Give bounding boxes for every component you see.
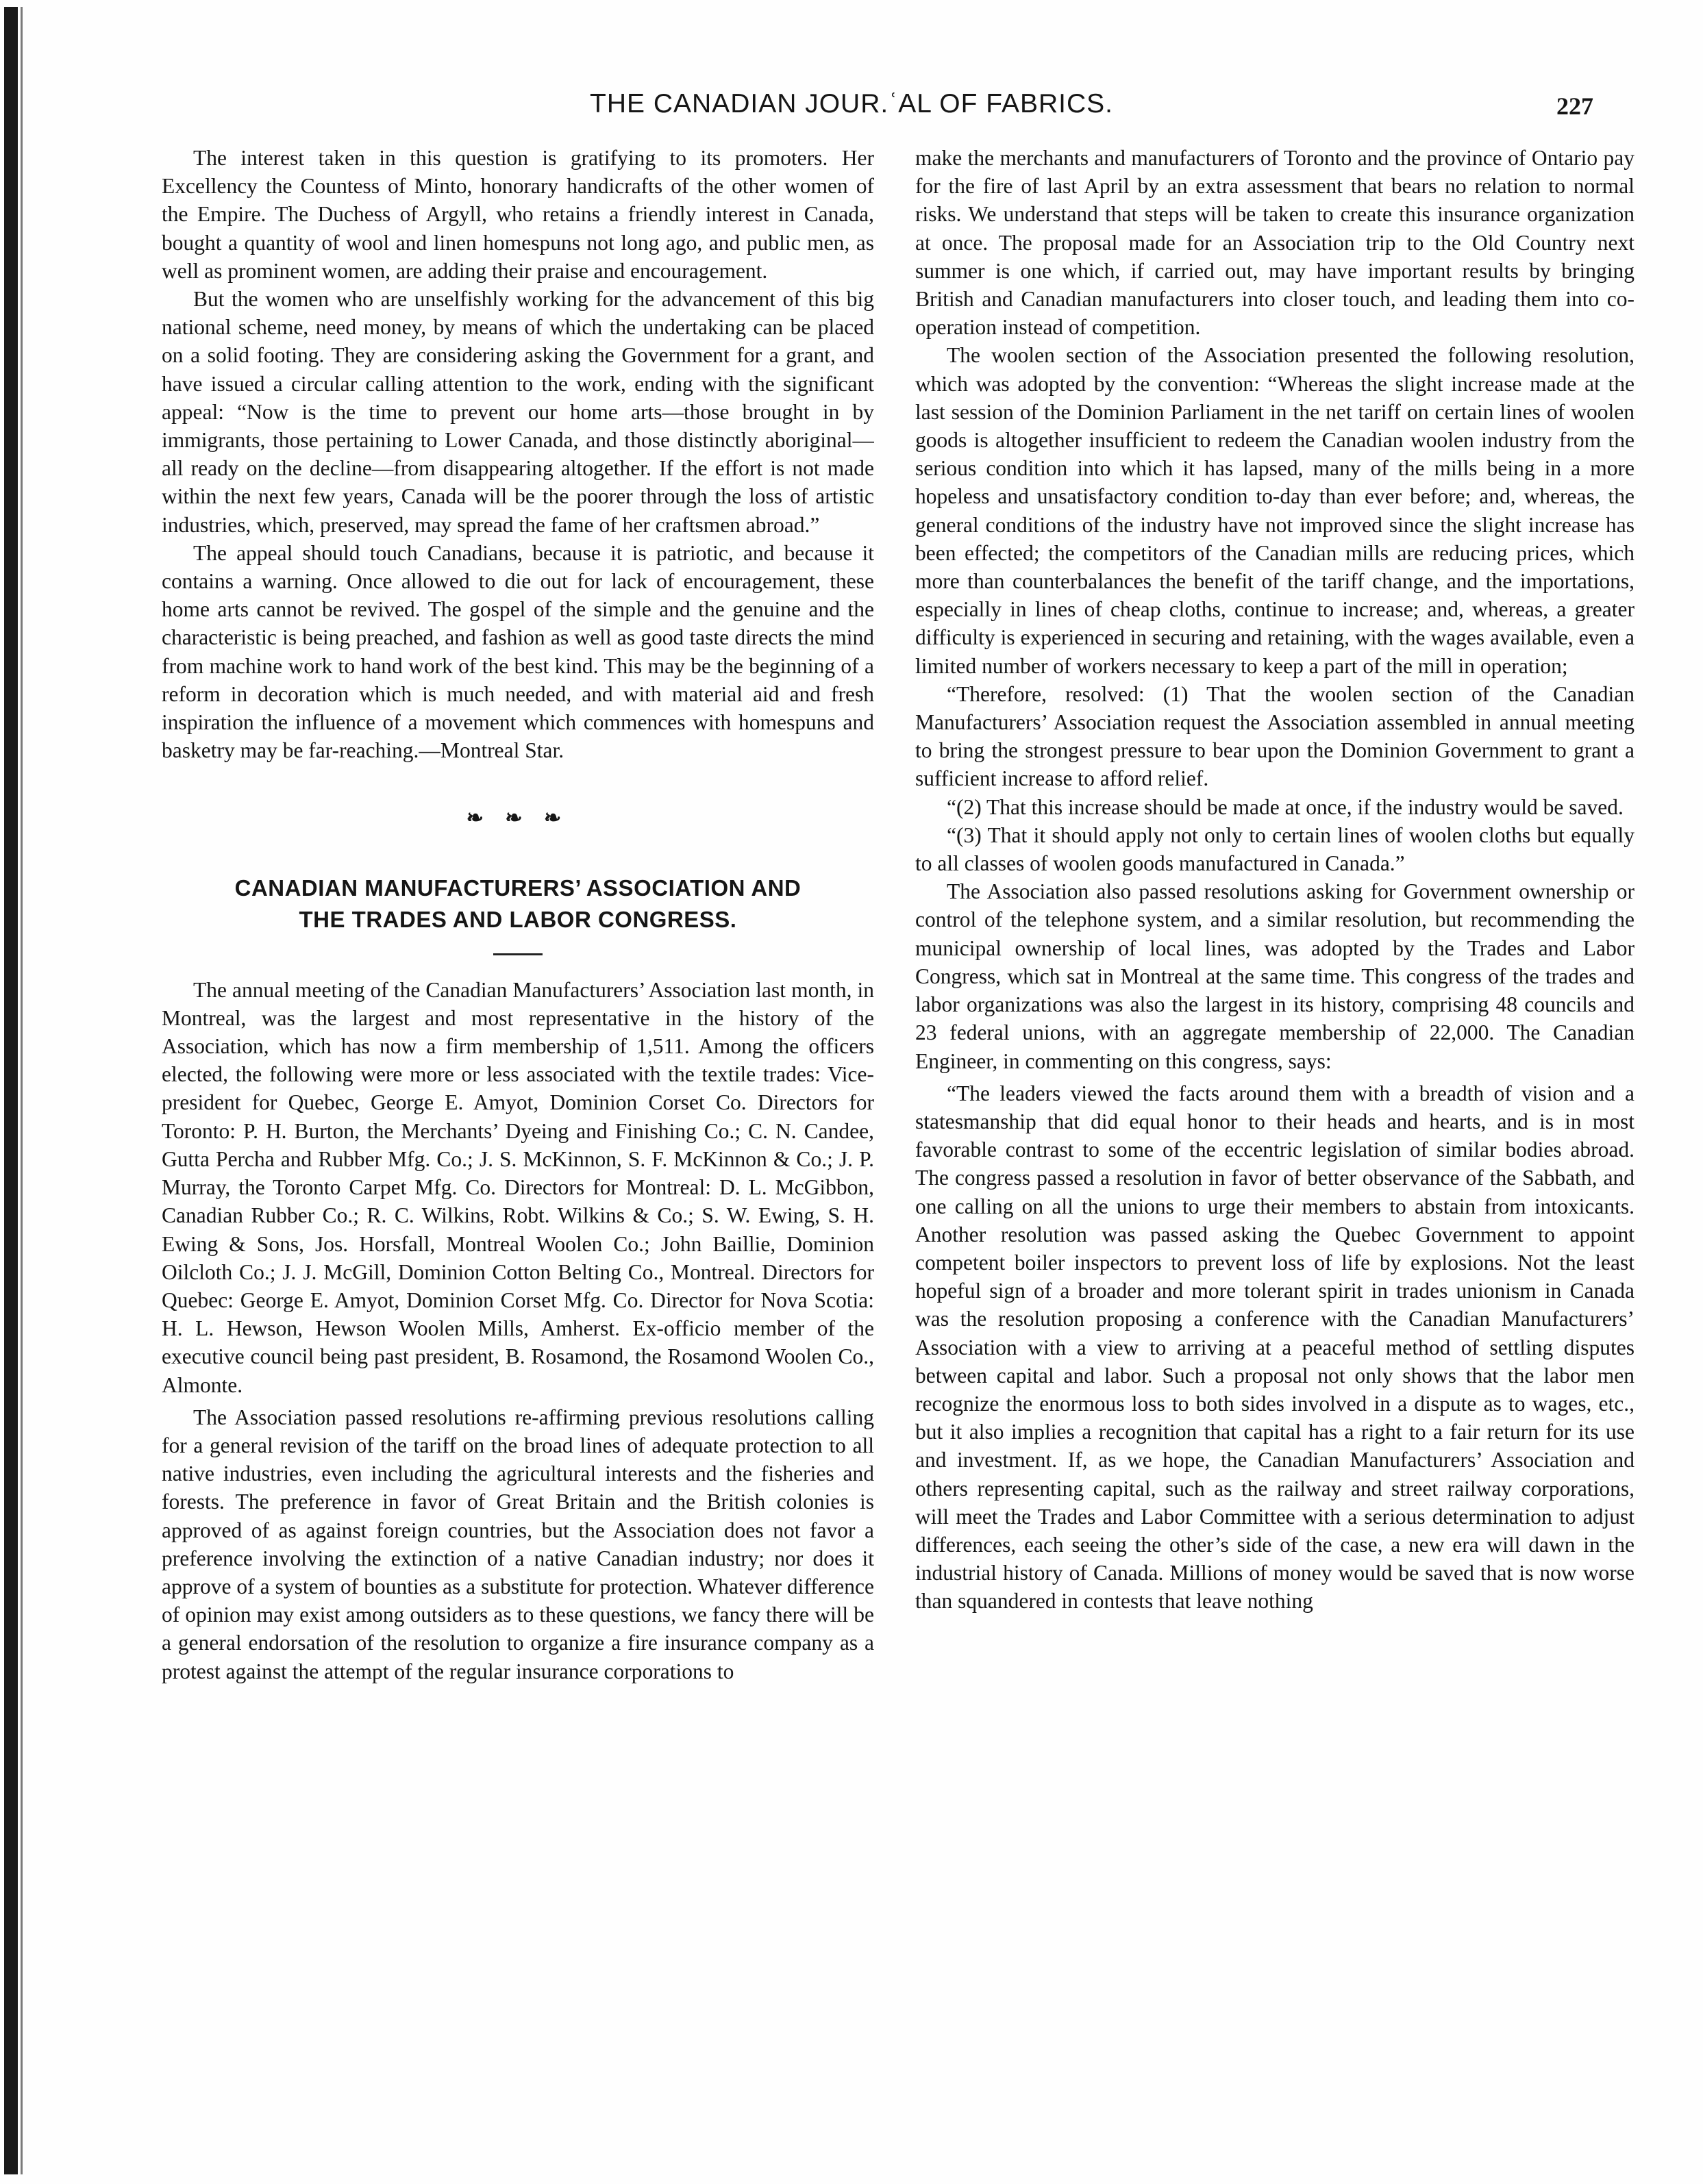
paragraph: “(3) That it should apply not only to certain lines of woolen cloths but equally to all classes of woolen goods manufactured in Canada.” <box>915 823 1634 876</box>
heading-rule <box>493 953 543 955</box>
binding-shadow <box>21 7 23 2174</box>
binding-edge <box>4 7 18 2174</box>
paragraph: The Association also passed resolutions asking for Government ownership or control of the telephone system, and a similar resolution, but recommending the municipal ownership of local lines, was adopted by the Trades and Labor Congress, which sat in Montreal at the same time. This congress of the trades and labor organizations was also the largest in its history, comprising 48 councils and 23 federal unions, with an aggregate membership of 22,000. The Canadian Engineer, in commenting on this congress, says: <box>915 879 1634 1073</box>
quoted-paragraph: “The leaders viewed the facts around them with a breadth of vision and a statesmanship that did equal honor to their heads and hearts, and is in most favorable contrast to some of the eccentric legislation of similar bodies abroad. The congress passed a resolution in favor of better observance of the Sabbath, and one calling on all the unions to urge their members to abstain from intoxicants. Another resolution was passed asking the Quebec Government to appoint competent boiler inspectors to prevent loss of life by explosions. Not the least hopeful sign of a broader and more tolerant spirit in trades unionism in Canada was the resolution proposing a conference with the Canadian Manufacturers’ Association with a view to arriving at a peaceful method of settling disputes between capital and labor. Such a proposal not only shows that the labor men recognize the enormous loss to both sides involved in a dispute as to wages, etc., but it also implies a recognition that capital has a right to a fair return for its use and investment. If, as we hope, the Canadian Manufacturers’ Association and others representing capital, such as the railway and street railway corporations, will meet the Trades and Labor Committee with a serious determination to adjust differences, each seeing the other’s side of the case, a new era will dawn in the industrial history of Canada. Millions of money would be saved that is now worse than squandered in contests that leave nothing <box>915 1081 1634 1614</box>
section-heading <box>162 873 874 936</box>
journal-title: THE CANADIAN JOUR.ʿAL OF FABRICS. <box>590 89 1113 118</box>
section-heading-line: CANADIAN MANUFACTURERS’ ASSOCIATION AND <box>234 875 801 901</box>
page-number: 227 <box>1556 92 1593 120</box>
paragraph: The annual meeting of the Canadian Manufacturers’ Association last month, in Montreal, was the largest and most representative in the history of the Association, which has now a firm membership of 1,511. Among the officers elected, the following were more or less associated with the textile trades: Vice-president for Quebec, George E. Amyot, Dominion Corset Co. Directors for Toronto: P. H. Burton, the Merchants’ Dyeing and Finishing Co.; C. N. Candee, Gutta Percha and Rubber Mfg. Co.; J. S. McKinnon, S. F. McKinnon & Co.; J. P. Murray, the Toronto Carpet Mfg. Co. Directors for Montreal: D. L. McGibbon, Canadian Rubber Co.; R. C. Wilkins, Robt. Wilkins & Co.; S. W. Ewing, S. H. Ewing & Sons, Jos. Horsfall, Montreal Woolen Co.; John Baillie, Dominion Oilcloth Co.; J. J. McGill, Dominion Cotton Belting Co., Montreal. Directors for Quebec: George E. Amyot, Dominion Corset Mfg. Co. Director for Nova Scotia: H. L. Hewson, Hewson Woolen Mills, Amherst. Ex-officio member of the executive council being past president, B. Rosamond, the Rosamond Woolen Co., Almonte. <box>162 977 874 1397</box>
paragraph: “(2) That this increase should be made at once, if the industry would be saved. <box>947 794 1624 819</box>
paragraph: The appeal should touch Canadians, because it is patriotic, and because it contains a warning. Once allowed to die out for lack of encouragement, these home arts cannot be revived. The gospel of the simple and the genuine and the characteristic is being preached, and fashion as well as good taste directs the mind from machine work to hand work of the best kind. This may be the beginning of a reform in decoration which is much needed, and with material aid and fresh inspiration the influence of a movement which commences with homespuns and basketry may be far-reaching.—Montreal Star. <box>162 540 874 763</box>
left-column <box>162 144 874 2164</box>
section-heading-line: THE TRADES AND LABOR CONGRESS. <box>299 906 737 932</box>
paragraph: “Therefore, resolved: (1) That the woolen section of the Canadian Manufacturers’ Association request the Association assembled in annual meeting to bring the strongest pressure to bear upon the Dominion Government to grant a sufficient increase to afford relief. <box>915 681 1634 791</box>
paragraph: make the merchants and manufacturers of Toronto and the province of Ontario pay for the fire of last April by an extra assessment that bears no relation to normal risks. We understand that steps will be taken to create this insurance organization at once. The proposal made for an Association trip to the Old Country next summer is one which, if carried out, may have important results by bringing British and Canadian manufacturers into closer touch, and leading them into co-operation instead of competition. <box>915 146 1634 340</box>
paragraph: The Association passed resolutions re-affirming previous resolutions calling for a general revision of the tariff on the broad lines of adequate protection to all native industries, even including the agricultural interests and the fisheries and forests. The preference in favor of Great Britain and the British colonies is approved of as against foreign countries, but the Association does not favor a preference involving the extinction of a native Canadian industry; nor does it approve of a system of bounties as a substitute for protection. Whatever difference of opinion may exist among outsiders as to these questions, we fancy there will be a general endorsation of the resolution to organize a fire insurance company as a protest against the attempt of the regular insurance corporations to <box>162 1405 874 1683</box>
paragraph: But the women who are unselfishly working for the advancement of this big national scheme, need money, by means of which the undertaking can be placed on a solid footing. They are considering asking the Government for a grant, and have issued a circular calling attention to the work, ending with the significant appeal: “Now is the time to prevent our home arts—those brought in by immigrants, those pertaining to Lower Canada, and those distinctly aboriginal—all ready on the decline—from disappearing altogether. If the effort is not made within the next few years, Canada will be the poorer through the loss of artistic industries, which, preserved, may spread the fame of her craftsmen abroad.” <box>162 287 874 537</box>
paragraph: The interest taken in this question is gratifying to its promoters. Her Excellency the Countess of Minto, honorary handicrafts of the other women of the Empire. The Duchess of Argyll, who retains a friendly interest in Canada, bought a quantity of wool and linen homespuns not long ago, and public men, as well as prominent women, are adding their praise and encouragement. <box>162 146 874 283</box>
right-column <box>915 144 1634 2164</box>
paragraph: The woolen section of the Association presented the following resolution, which was adopted by the convention: “Whereas the slight increase made at the last session of the Dominion Parliament in the net tariff on certain lines of woolen goods is altogether insufficient to redeem the Canadian woolen industry from the serious condition into which it has lapsed, many of the mills being in a more hopeless and unsatisfactory condition to-day than ever before; and, whereas, the general conditions of the industry have not improved since the slight increase has been effected; the competitors of the Canadian mills are reducing prices, which more than counterbalances the benefit of the tariff change, and the importations, especially in lines of cheap cloths, continue to increase; and, whereas, a greater difficulty is experienced in securing and retaining, with the wages available, even a limited number of workers necessary to keep a part of the mill in operation; <box>915 343 1634 678</box>
section-ornament: ❧ ❧ ❧ <box>466 807 570 830</box>
